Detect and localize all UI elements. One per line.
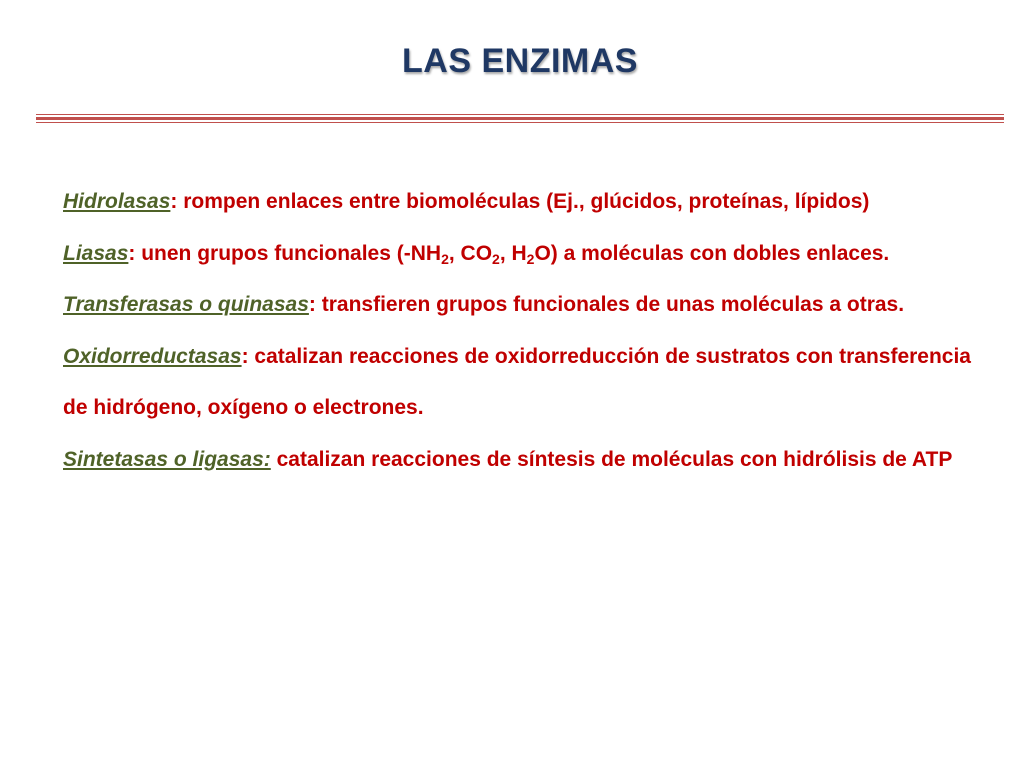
entry-transferasas bbox=[63, 279, 983, 331]
title-divider-top bbox=[36, 114, 1004, 115]
separator: : bbox=[308, 293, 322, 316]
entry-sintetasas bbox=[63, 434, 983, 486]
entry-liasas bbox=[63, 228, 983, 280]
definition-hidrolasas: rompen enlaces entre biomoléculas (Ej., glúcidos, proteínas, lípidos) bbox=[183, 190, 870, 213]
slide-title: LAS ENZIMAS bbox=[402, 42, 638, 80]
subscript: 2 bbox=[492, 250, 500, 267]
term-sintetasas: Sintetasas o ligasas: bbox=[63, 447, 271, 471]
definition-transferasas: transfieren grupos funcionales de unas moléculas a otras. bbox=[321, 293, 905, 316]
definition-liasas-part-d: O) a moléculas con dobles enlaces. bbox=[534, 241, 890, 265]
separator: : bbox=[241, 344, 255, 368]
subscript: 2 bbox=[441, 250, 449, 267]
entry-hidrolasas bbox=[63, 176, 983, 228]
term-transferasas: Transferasas o quinasas bbox=[63, 293, 309, 316]
definition-liasas-part-c: , H bbox=[499, 241, 527, 265]
term-oxidorreductasas: Oxidorreductasas bbox=[63, 344, 242, 368]
separator: : bbox=[128, 241, 142, 265]
definition-liasas-part-b: , CO bbox=[448, 241, 493, 265]
separator: : bbox=[170, 190, 184, 213]
definition-liasas-part-a: unen grupos funcionales (-NH bbox=[141, 241, 442, 265]
definition-oxidorreductasas: catalizan reacciones de oxidorreducción de sustratos con transferencia de hidrógeno, oxígeno o electrones. bbox=[63, 344, 971, 419]
term-hidrolasas: Hidrolasas bbox=[63, 190, 171, 213]
enzyme-list bbox=[63, 176, 983, 485]
subscript: 2 bbox=[526, 250, 535, 267]
definition-sintetasas: catalizan reacciones de síntesis de moléculas con hidrólisis de ATP bbox=[276, 447, 953, 471]
title-divider-middle bbox=[36, 117, 1004, 120]
title-divider-bottom bbox=[36, 122, 1004, 123]
entry-oxidorreductasas bbox=[63, 331, 983, 434]
term-liasas: Liasas bbox=[63, 241, 129, 265]
